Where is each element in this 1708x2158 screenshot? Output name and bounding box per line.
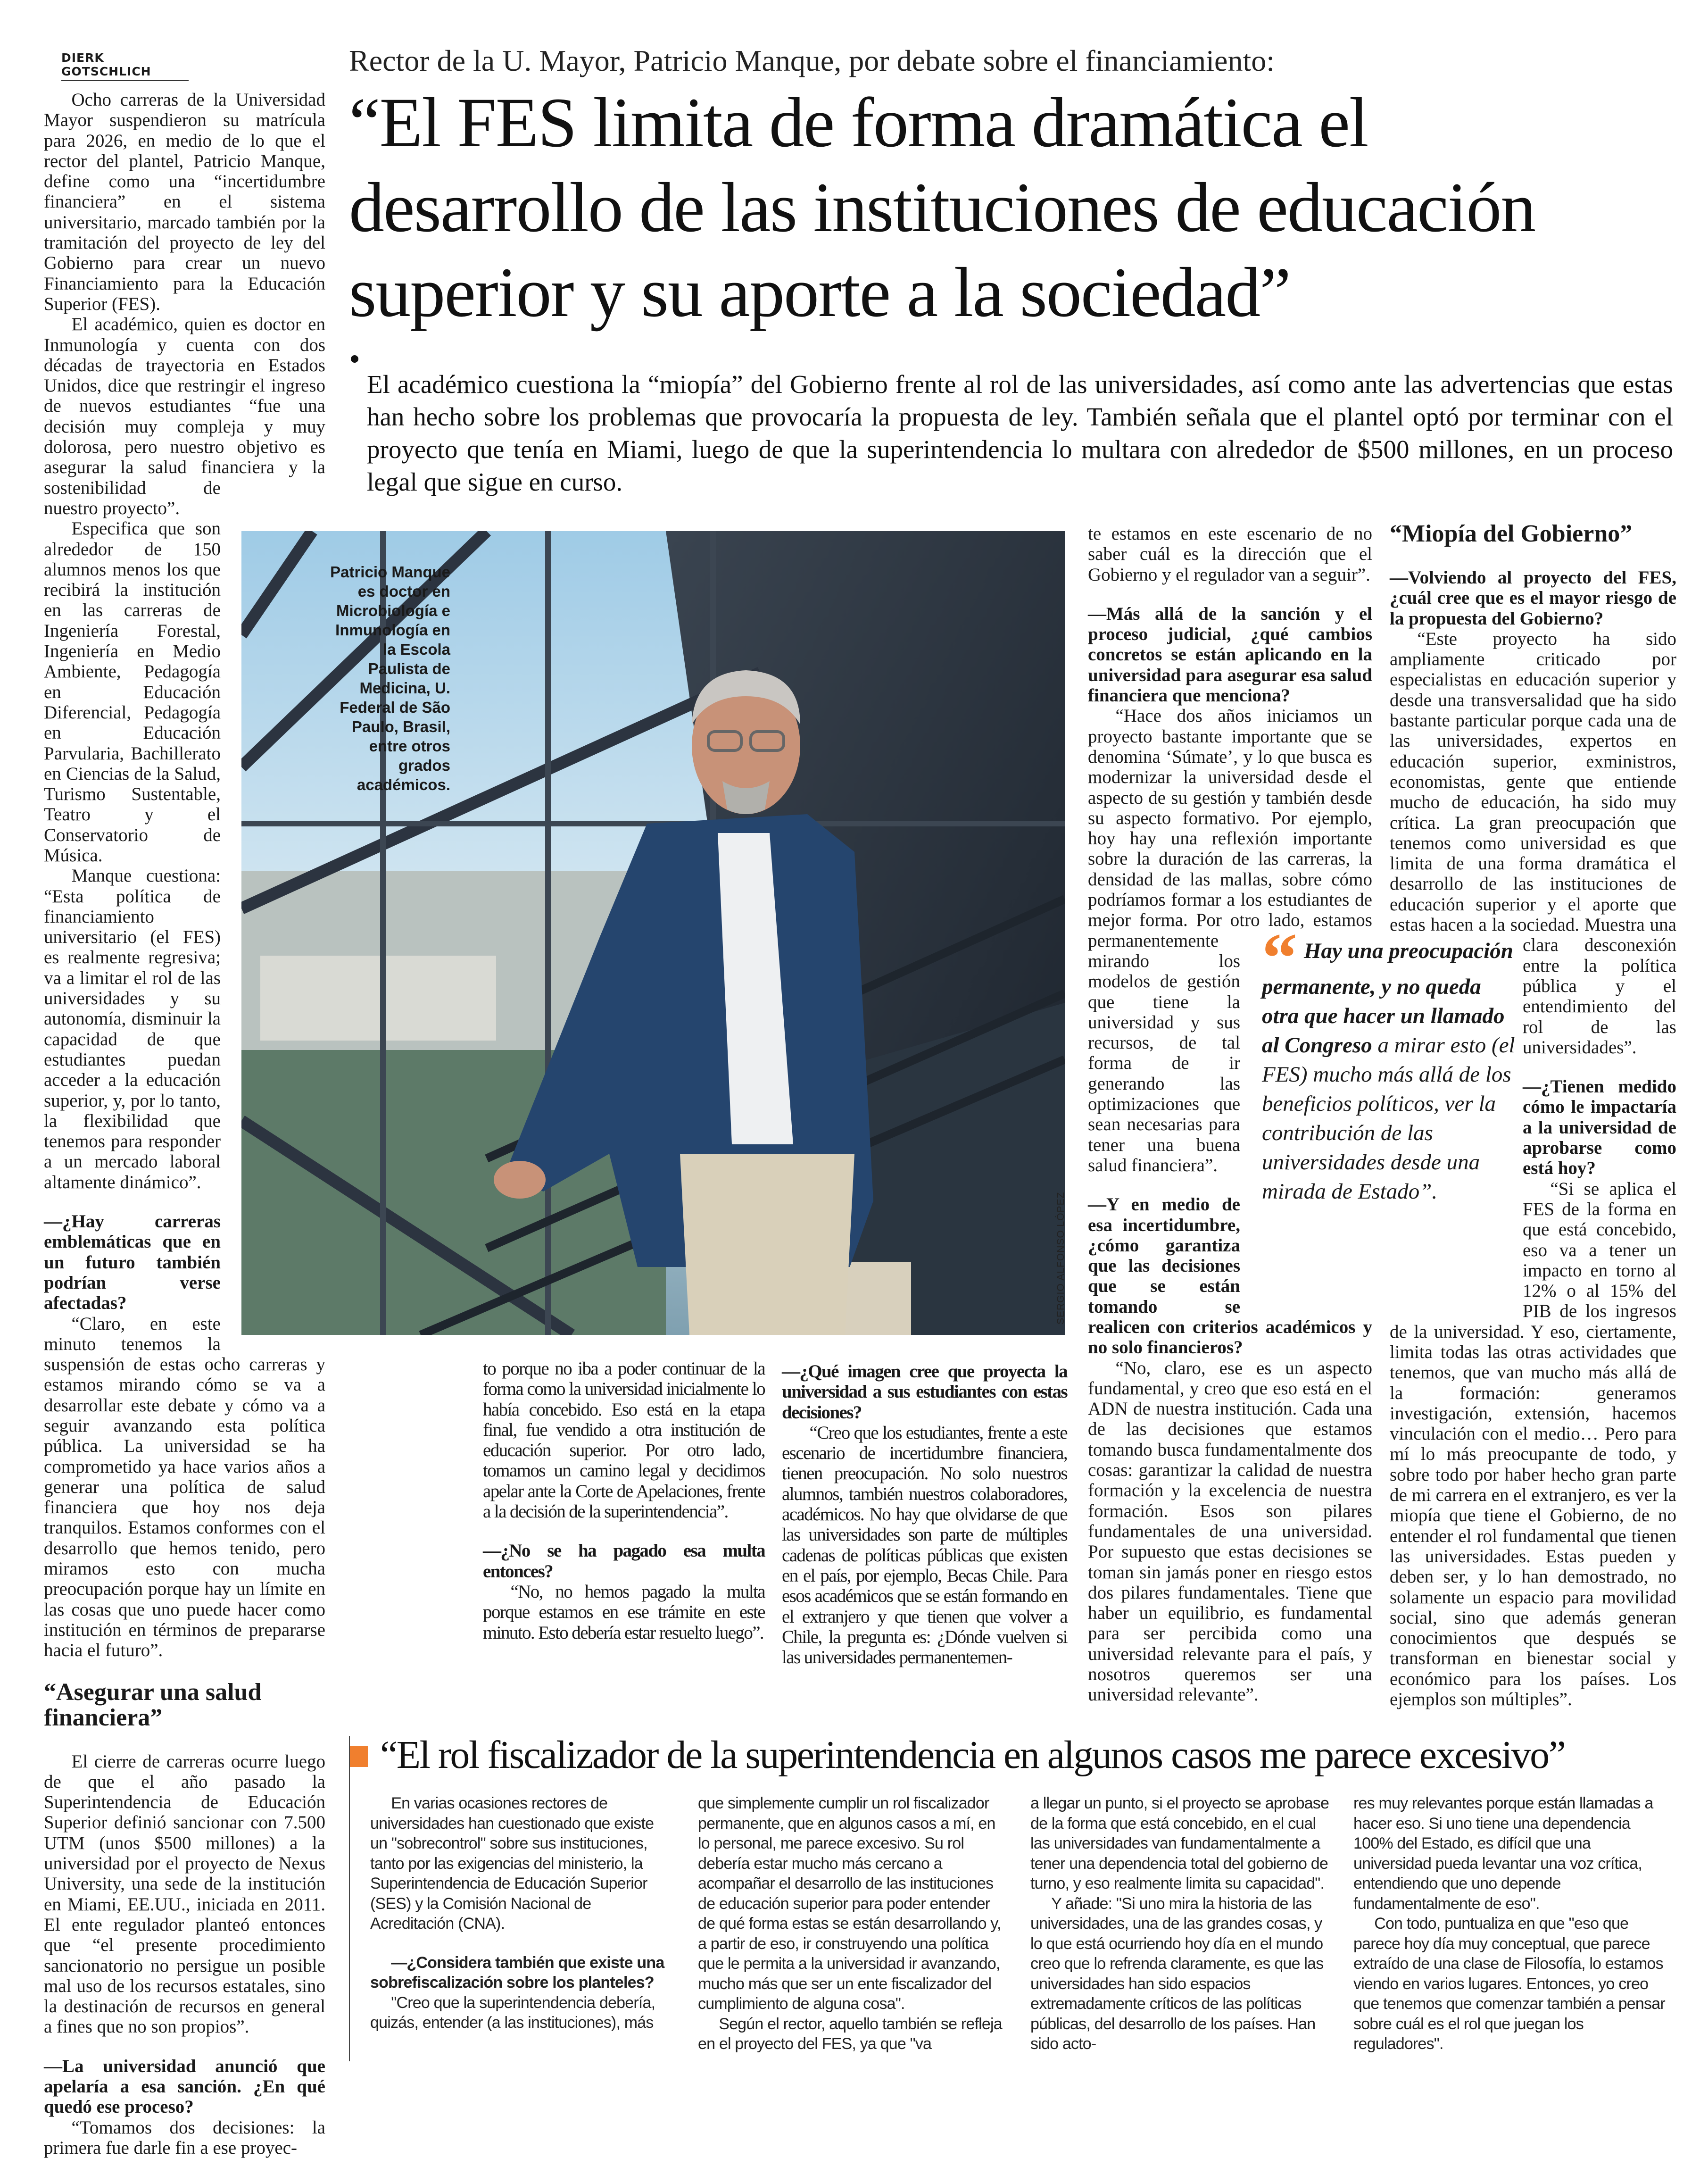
paragraph: to porque no iba a poder continuar de la forma como la universidad inicialmente lo había concebido. Eso está en la etapa final, fue vendido a otra institución de educación superior. Por otro lado, tomamos un camino legal y decidimos apelar ante la Corte de Apelaciones, frente a la decisión de la superintendencia”. [483, 1358, 765, 1522]
interview-question: —Y en medio de esa incertidumbre, ¿cómo garantiza que las decisiones que se están tomando se realicen con criterios académicos y no solo financieros? [1088, 1194, 1372, 1358]
photo-credit: SERGIO ALFONSO LÓPEZ [1055, 1191, 1066, 1325]
bullet-dot [351, 355, 358, 363]
section-heading: “Miopía del Gobierno” [1390, 520, 1633, 547]
quote-mark-icon: “ [1262, 919, 1297, 997]
interview-question: —¿Tienen medido cómo le impactaría a la universidad de aprobarse como está hoy? [1523, 1076, 1676, 1179]
section-heading: “Asegurar una salud financiera” [44, 1678, 262, 1731]
headline-line: desarrollo de las instituciones de educación [349, 168, 1535, 247]
paragraph: Especifica que son alrededor de 150 alumnos menos los que recibirá la institución en las carreras de Ingeniería Forestal, Ingeniería en Medio Ambiente, Pedagogía en Educación Diferencial, Pedagogía en Educación Parvularia, Bachillerato en Ciencias de la Salud, Turismo Sustentable, Teatro y el Conservatorio de Música. [44, 518, 221, 866]
paragraph: “No, no hemos pagado la multa porque estamos en ese trámite en este minuto. Esto debería estar resuelto luego”. [483, 1581, 765, 1643]
headline [349, 80, 1535, 335]
paragraph: Manque cuestiona: “Esta política de financiamiento universitario (el FES) es realmente regresiva; va a limitar el rol de las universidades y su autonomía, disminuir la capacidad de que estudiantes puedan acceder a la educación superior, y, por lo tanto, la flexibilidad que tenemos para responder a un mercado laboral altamente dinámico”. [44, 866, 221, 1192]
paragraph: Según el rector, aquello también se refleja en el proyecto del FES, ya que "va [698, 2015, 1002, 2053]
paragraph: El académico, quien es doctor en Inmunología y cuenta con dos décadas de trayectoria en Estados Unidos, dice que restringir el ingreso de nuevos estudiantes “fue una decisión muy compleja y muy dolorosa, pero nuestro objetivo es asegurar la salud financiera y la sostenibilidad de nuestro proyecto”. [44, 314, 325, 518]
pull-quote-rest: a mirar esto (el FES) mucho más allá de los beneficios políticos, ver la contribución de las universidades desde una mirada de Estado”. [1262, 1033, 1515, 1204]
paragraph: “Si se aplica el FES de la forma en que está concebido, eso va a tener un impacto en torno al 12% o al 15% del PIB de los ingresos de la universidad. Y eso, ciertamente, limita todas las otras actividades que tenemos, que van mucho más allá de la formación: generamos investigación, extensión, hacemos vinculación con el medio… Pero para mí lo más preocupante de todo, y sobre todo por haber hecho gran parte de mi carrera en el extranjero, es ver la miopía que tiene el Gobierno, de no entender el rol fundamental que tienen las universidades. Estas pueden y deben ser, y lo han demostrado, no solamente un espacio para movilidad social, sino que además generan conocimientos que después se transforman en bienestar social y económico para los países. Los ejemplos son múltiples”. [1390, 1178, 1676, 1710]
pull-quote-bold: Hay una preocupación permanente, y no queda otra que hacer un llamado al Congreso [1262, 939, 1513, 1058]
paragraph: res muy relevantes porque están llamadas a hacer eso. Si uno tiene una dependencia 100% del Estado, es difícil que una universidad pueda levantar una voz crítica, entendiendo que uno depende fundamentalmente de eso". [1353, 1794, 1653, 1913]
paragraph: a llegar un punto, si el proyecto se aprobase de la forma que está concebido, en el cual las universidades van fundamentalmente a tener una dependencia total del gobierno de turno, y eso realmente limita su capacidad". [1030, 1794, 1329, 1892]
interview-question: —¿Considera también que existe una sobrefiscalización sobre los planteles? [370, 1953, 664, 1991]
paragraph: Con todo, puntualiza en que "eso que parece hoy día muy conceptual, que parece extraído de una clase de Filosofía, lo estamos viendo en varios lugares. Entonces, yo creo que tenemos que comenzar también a pensar sobre cuál es el rol que juegan los reguladores". [1353, 1915, 1665, 2053]
sidebar-column-2 [698, 1793, 1007, 2054]
paragraph: “Hace dos años iniciamos un proyecto bastante importante que se denomina ‘Súmate’, y lo que busca es modernizar la universidad desde el aspecto de su gestión y también desde su aspecto formativo. Por ejemplo, hoy hay una reflexión importante sobre la duración de las carreras, la densidad de las mallas, sobre cómo podríamos formar a los estudiantes de mejor forma. Por otro lado, estamos permanentemente mirando los modelos de gestión que tiene la universidad y sus recursos, de tal forma de ir generando las optimizaciones que sean necesarias para tener una buena salud financiera”. [1088, 706, 1372, 1175]
interview-question: —¿No se ha pagado esa multa entonces? [483, 1541, 765, 1582]
interview-question: —La universidad anunció que apelaría a esa sanción. ¿En qué quedó ese proceso? [44, 2056, 325, 2117]
paragraph: “Creo que los estudiantes, frente a este escenario de incertidumbre financiera, tienen preocupación. No solo nuestros alumnos, también nuestros colaboradores, académicos. No hay que olvidarse de que las universidades son parte de múltiples cadenas de políticas públicas que existen en el país, por ejemplo, Becas Chile. Para esos académicos que se están formando en el extranjero y que tienen que volver a Chile, la pregunta es: ¿Dónde vuelven si las universidades permanentemen- [782, 1422, 1067, 1668]
byline: DIERK GOTSCHLICH [61, 51, 189, 81]
paragraph: Ocho carreras de la Universidad Mayor suspendieron su matrícula para 2026, en medio de lo que el rector del plantel, Patricio Manque, define como una “incertidumbre financiera” en el sistema universitario, marcado también por la tramitación del proyecto de ley del Gobierno para crear un nuevo Financiamiento para la Educación Superior (FES). [44, 90, 325, 314]
sidebar-column-1 [370, 1793, 672, 2033]
paragraph: “Tomamos dos decisiones: la primera fue darle fin a ese proyec- [44, 2117, 325, 2158]
paragraph: “Este proyecto ha sido ampliamente criticado por especialistas en educación superior y desde una transversalidad que ha sido bastante particular porque cada una de las universidades, expertos en educación superior, exministros, economistas, gente que entiende mucho de educación, ha sido muy crítica. La gran preocupación que tenemos como universidad es que limita de una forma dramática el desarrollo de las instituciones de educación superior y el aporte que estas hacen a la sociedad. Muestra una clara desconexión entre la política pública y el entendimiento del rol de las universidades”. [1390, 628, 1676, 1058]
photo-caption: Patricio Manque es doctor en Microbiología e Inmunología en la Escola Paulista de Medicina, U. Federal de São Paulo, Brasil, entre otros grados académicos. [330, 563, 450, 793]
sidebar-title: “El rol fiscalizador de la superintendencia en algunos casos me parece excesivo” [380, 1733, 1565, 1777]
deck: El académico cuestiona la “miopía” del Gobierno frente al rol de las universidades, así como ante las advertencias que estas han hecho sobre los problemas que provocaría la propuesta de ley. También señala que el plantel optó por terminar con el proyecto que tenía en Miami, luego de que la superintendencia lo multara con alrededor de $500 millones, en un proceso legal que sigue en curso. [367, 370, 1673, 496]
headline-line: “El FES limita de forma dramática el [349, 83, 1368, 162]
paragraph: “Claro, en este minuto tenemos la suspensión de estas ocho carreras y estamos mirando cómo se va a desarrollar este debate y cómo va a seguir avanzando esta política pública. La universidad se ha comprometido ya hace varios años a generar una política de salud financiera que hoy nos deja tranquilos. Estamos conformes con el desarrollo que hemos tenido, pero miramos esto con mucha preocupación porque hay un límite en las cosas que uno puede hacer como institución en términos de prepararse hacia el futuro”. [44, 1313, 325, 1661]
sidebar-column-3 [1030, 1793, 1337, 2054]
sidebar-rule [349, 1736, 350, 2061]
sidebar-column-4 [1353, 1793, 1667, 2054]
interview-question: —Más allá de la sanción y el proceso judicial, ¿qué cambios concretos se están aplicando en la universidad para asegurar esa salud financiera que menciona? [1088, 603, 1372, 706]
article-column-3 [782, 1342, 1067, 1667]
paragraph: En varias ocasiones rectores de universidades han cuestionado que existe un "sobrecontrol" sobre sus instituciones, tanto por las exigencias del ministerio, la Superintendencia de Educación Superior (SES) y la Comisión Nacional de Acreditación (CNA). [370, 1794, 654, 1933]
paragraph: que simplemente cumplir un rol fiscalizador permanente, que en algunos casos a mí, en lo personal, me parece excesivo. Su rol debería estar mucho más cercano a acompañar el desarrollo de las instituciones de educación superior para poder entender de qué forma estas se están desarrollando y, a partir de eso, ir construyendo una política que le permita a la universidad ir avanzando, mucho más que ser un ente fiscalizador del cumplimiento de alguna cosa". [698, 1794, 1001, 2013]
kicker: Rector de la U. Mayor, Patricio Manque, por debate sobre el financiamiento: [349, 44, 1275, 77]
paragraph: te estamos en este escenario de no saber cuál es la dirección que el Gobierno y el regulador van a seguir”. [1088, 524, 1372, 585]
paragraph: “No, claro, ese es un aspecto fundamental, y creo que eso está en el ADN de nuestra institución. Cada una de las decisiones que estamos tomando busca fundamentalmente dos cosas: garantizar la calidad de nuestra formación y la excelencia de nuestra formación. Esos son pilares fundamentales de una universidad. Por supuesto que estas decisiones se toman sin jamás poner en riesgo estos dos pilares fundamentales. Tiene que haber un equilibrio, es fundamental para ser percibida como una universidad relevante para el país, y nosotros queremos ser una universidad relevante”. [1088, 1358, 1372, 1705]
interview-question: —Volviendo al proyecto del FES, ¿cuál cree que es el mayor riesgo de la propuesta del Gobierno? [1390, 567, 1676, 629]
interview-question: —¿Qué imagen cree que proyecta la universidad a sus estudiantes con estas decisiones? [782, 1361, 1067, 1423]
pull-quote [1262, 919, 1517, 1206]
article-column-2 [483, 1358, 765, 1643]
interview-question: —¿Hay carreras emblemáticas que en un futuro también podrían verse afectadas? [44, 1211, 221, 1314]
orange-square-icon [350, 1746, 368, 1767]
paragraph: El cierre de carreras ocurre luego de que el año pasado la Superintendencia de Educación Superior definió sancionar con 7.500 UTM (unos $500 millones) a la universidad por el proyecto de Nexus University, una sede de la institución en Miami, EE.UU., iniciada en 2011. El ente regulador planteó entonces que “el presente procedimiento sancionatorio no persigue un posible mal uso de los recursos estatales, sino la destinación de recursos en general a fines que no son propios”. [44, 1751, 325, 2037]
paragraph: Y añade: "Si uno mira la historia de las universidades, una de las grandes cosas, y lo que está ocurriendo hoy día en el mundo creo que lo refrenda claramente, es que las universidades han sido espacios extremadamente críticos de las políticas públicas, del desarrollo de los países. Han sido acto- [1030, 1894, 1324, 2053]
paragraph: "Creo que la superintendencia debería, quizás, entender (a las instituciones), más [370, 1993, 655, 2032]
headline-line: superior y su aporte a la sociedad” [349, 253, 1290, 332]
